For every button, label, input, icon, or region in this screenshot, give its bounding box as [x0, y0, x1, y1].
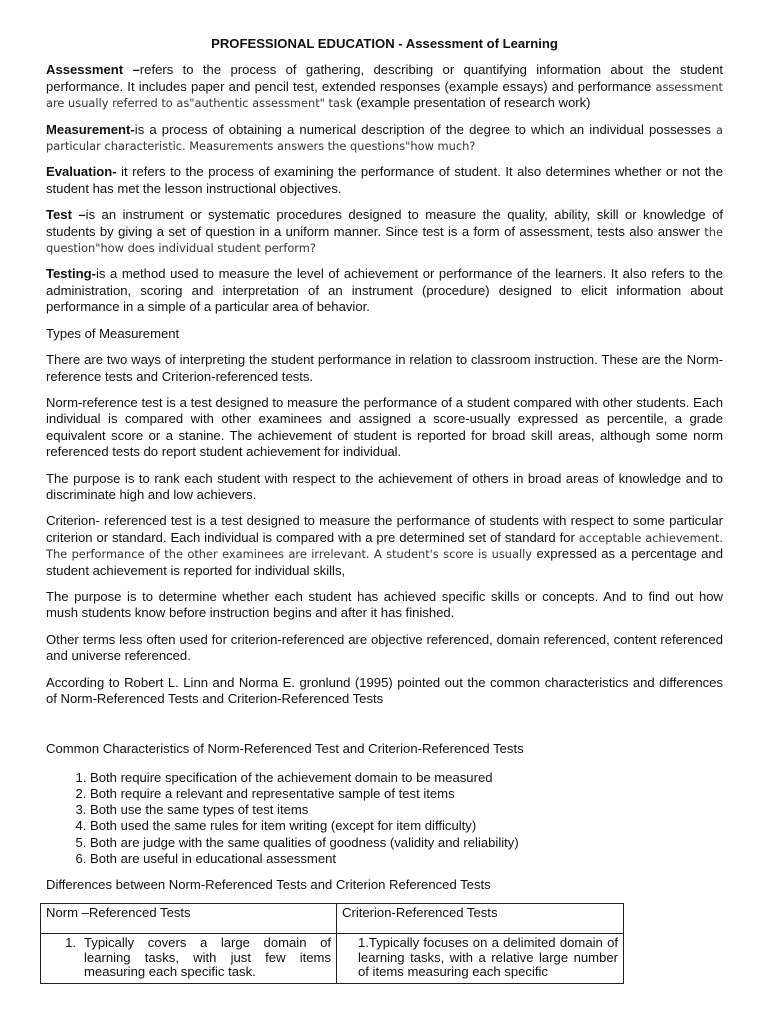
table-row [41, 934, 624, 984]
row1-norm-text: Typically covers a large domain of learning tasks, with just few items measuring each specific task. [84, 935, 331, 980]
page-title: PROFESSIONAL EDUCATION - Assessment of Learning [211, 36, 558, 51]
assessment-text-alt: assessment are usually referred to as"authentic assessment" task [46, 79, 723, 111]
paragraph-1: There are two ways of interpreting the student performance in relation to classroom instruction. These are the Norm-reference tests and Criterion-referenced tests. [46, 352, 723, 384]
list-item: 3. Both use the same types of test items [90, 802, 723, 818]
term-evaluation: Evaluation- [46, 164, 117, 180]
definition-evaluation [46, 164, 723, 197]
list-item: 6. Both are useful in educational assessment [90, 851, 723, 867]
evaluation-text: it refers to the process of examining the performance of student. It also determines whether or not the student has met the lesson instructional objectives. [46, 164, 723, 196]
definition-test [46, 207, 723, 256]
differences-heading: Differences between Norm-Referenced Tests and Criterion Referenced Tests [46, 877, 491, 893]
list-item: 4. Both used the same rules for item writing (except for item difficulty) [90, 818, 723, 834]
common-heading: Common Characteristics of Norm-Referenced Test and Criterion-Referenced Tests [46, 741, 524, 757]
test-text: is an instrument or systematic procedures designed to measure the quality, ability, skill or knowledge of students by giving a set of question in a uniform manner. Since test is a form of assessment, tests also answer [46, 207, 723, 239]
p4-end: expressed as a percentage and student achievement is reported for individual skills, [46, 546, 723, 578]
common-characteristics-list [46, 770, 723, 867]
paragraph-5: The purpose is to determine whether each student has achieved specific skills or concepts. And to find out how mush students know before instruction begins and after it has finished. [46, 588, 723, 621]
term-test: Test – [46, 207, 86, 223]
measurement-text: is a process of obtaining a numerical description of the degree to which an individual possesses [134, 121, 717, 137]
list-item: 2. Both require a relevant and representative sample of test items [90, 786, 723, 802]
differences-table [40, 903, 624, 983]
paragraph-7: According to Robert L. Linn and Norma E. gronlund (1995) pointed out the common characteristics and differences of Norm-Referenced Tests and Criterion-Referenced Tests [46, 674, 723, 706]
row1-norm-cell [41, 934, 337, 984]
row1-norm-number: 1. [65, 935, 76, 951]
assessment-text: refers to the process of gathering, describing or quantifying information about the student performance. It includes paper and pencil test, extended responses (example essays) and performance [46, 62, 723, 94]
list-item: 5. Both are judge with the same qualities of goodness (validity and reliability) [90, 835, 723, 851]
assessment-text-end: (example presentation of research work) [352, 95, 591, 111]
term-measurement: Measurement- [46, 121, 135, 137]
p4-alt: acceptable achievement. The performance of the other examinees are irrelevant. A student's score is usually [46, 530, 723, 562]
document-page [46, 36, 723, 984]
test-text-alt: the question"how does individual student perform? [46, 224, 723, 256]
definition-assessment [46, 62, 723, 111]
table-header-row [41, 904, 624, 934]
term-testing: Testing- [46, 266, 96, 282]
row1-norm-item [46, 936, 331, 980]
paragraph-4 [46, 513, 723, 579]
p4-start: Criterion- referenced test is a test designed to measure the performance of students with respect to some particular criterion or standard. Each individual is compared with a pre determined set of standard for [46, 513, 723, 545]
row1-criterion-text: 1.Typically focuses on a delimited domain of learning tasks, with a relative large number of items measuring each specific [358, 935, 618, 980]
header-norm: Norm –Referenced Tests [41, 904, 337, 934]
definition-testing [46, 266, 723, 315]
term-assessment: Assessment – [46, 62, 140, 78]
paragraph-6: Other terms less often used for criterion-referenced are objective referenced, domain referenced, content referenced and universe referenced. [46, 631, 723, 664]
row1-criterion-item [342, 936, 618, 980]
paragraph-3: The purpose is to rank each student with respect to the achievement of others in broad areas of knowledge and to discriminate high and low achievers. [46, 470, 723, 502]
definition-measurement [46, 122, 723, 155]
paragraph-2: Norm-reference test is a test designed to measure the performance of a student compared with other students. Each individual is compared with other examinees and assigned a score-usually expressed as percentile, a grade equivalent score or a stanine. The achievement of student is reported for broad skill areas, although some norm referenced tests do report student achievement for individual. [46, 394, 723, 460]
measurement-text-alt: a particular characteristic. Measurements answers the questions"how much? [46, 122, 723, 154]
header-criterion: Criterion-Referenced Tests [337, 904, 624, 934]
list-item: 1. Both require specification of the achievement domain to be measured [90, 770, 723, 786]
testing-text: is a method used to measure the level of achievement or performance of the learners. It also refers to the administration, scoring and interpretation of an instrument (procedure) designed to elicit information about performance in a simple of a particular area of behavior. [46, 266, 723, 315]
row1-criterion-cell [337, 934, 624, 984]
types-heading: Types of Measurement [46, 325, 180, 341]
